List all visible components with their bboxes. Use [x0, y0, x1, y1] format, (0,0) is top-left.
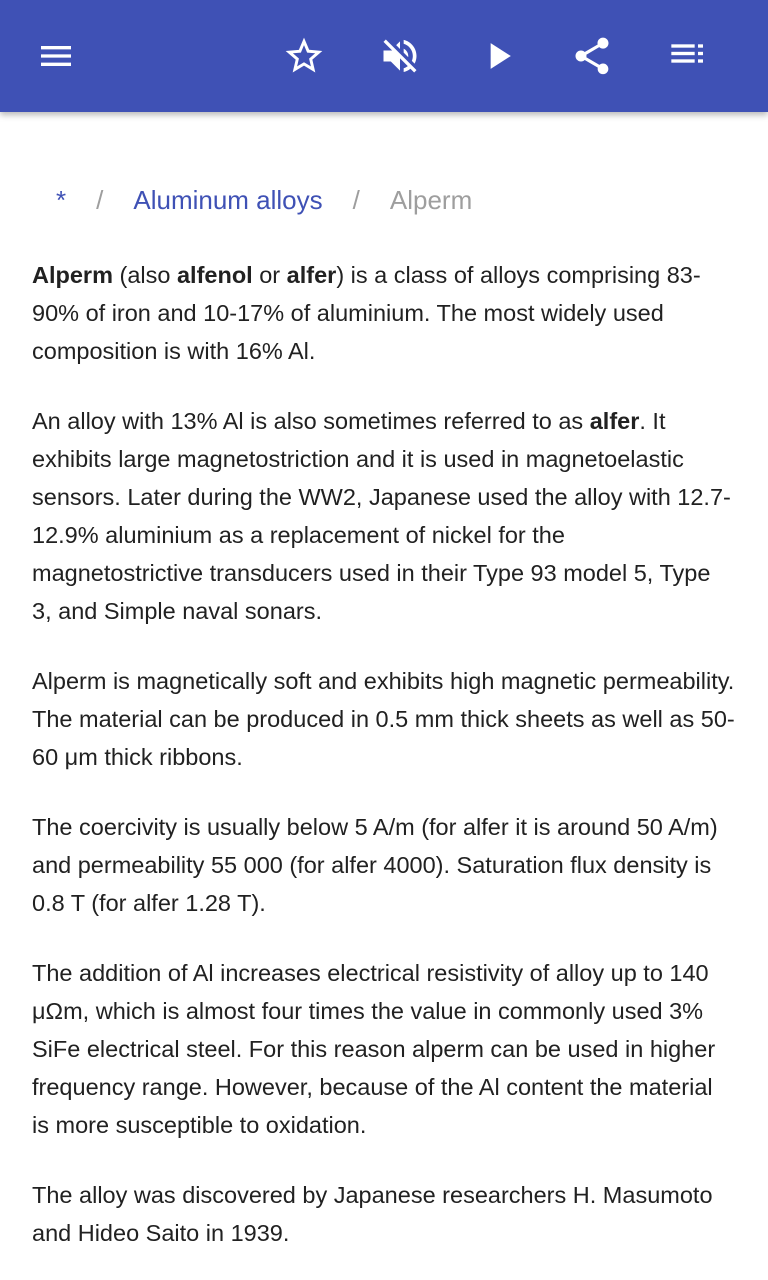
bold-term: Alperm: [32, 262, 113, 288]
paragraph-2: [32, 402, 736, 630]
share-button[interactable]: [560, 24, 624, 88]
breadcrumb-current: Alperm: [389, 184, 473, 215]
bold-term: alfer: [589, 408, 640, 434]
menu-icon: [36, 36, 76, 76]
menu-button[interactable]: [24, 24, 88, 88]
text-run: . It exhibits large magnetostriction and it is used in magnetoelastic sensors. Later during the WW2, Japanese used the alloy with 12.7-12.9% aluminium as a replacement of nickel for the magnetostrictive transducers used in their Type 93 model 5, Type 3, and Simple naval sonars.: [32, 408, 731, 624]
breadcrumb-separator: /: [96, 184, 104, 215]
text-run: An alloy with 13% Al is also sometimes referred to as: [32, 408, 590, 434]
volume-off-icon: [378, 34, 422, 78]
text-run: ) is a class of alloys comprising 83-90% of iron and 10-17% of aluminium. The most widely used composition is with 16% Al.: [32, 262, 701, 364]
breadcrumb-separator: /: [352, 184, 360, 215]
mute-button[interactable]: [368, 24, 432, 88]
text-run: (also: [112, 262, 177, 288]
star-outline-icon: [282, 34, 326, 78]
breadcrumb: [52, 180, 472, 220]
play-icon: [476, 34, 520, 78]
bold-term: alfer: [286, 262, 337, 288]
paragraph-4: The coercivity is usually below 5 A/m (for alfer it is around 50 A/m) and permeability 55 000 (for alfer 4000). Saturation flux density is 0.8 T (for alfer 1.28 T).: [32, 814, 718, 916]
bookmark-button[interactable]: [272, 24, 336, 88]
bold-term: alfenol: [176, 262, 253, 288]
app-bar: [0, 0, 768, 112]
article-body: [32, 256, 736, 1280]
paragraph-3: Alperm is magnetically soft and exhibits high magnetic permeability. The material can be produced in 0.5 mm thick sheets as well as 50-60 μm thick ribbons.: [32, 668, 735, 770]
share-icon: [570, 34, 614, 78]
playlist-icon: [668, 36, 708, 76]
article-content: [0, 112, 768, 1280]
paragraph-5: The addition of Al increases electrical resistivity of alloy up to 140 μΩm, which is almost four times the value in commonly used 3% SiFe electrical steel. For this reason alperm can be used in higher frequency range. However, because of the Al content the material is more susceptible to oxidation.: [32, 960, 716, 1138]
breadcrumb-parent-link[interactable]: Aluminum alloys: [133, 184, 323, 215]
breadcrumb-root-link[interactable]: *: [56, 184, 67, 215]
paragraph-6: The alloy was discovered by Japanese researchers H. Masumoto and Hideo Saito in 1939.: [32, 1182, 713, 1246]
text-run: or: [252, 262, 287, 288]
paragraph-1: [32, 256, 736, 370]
play-button[interactable]: [466, 24, 530, 88]
toc-button[interactable]: [656, 24, 720, 88]
